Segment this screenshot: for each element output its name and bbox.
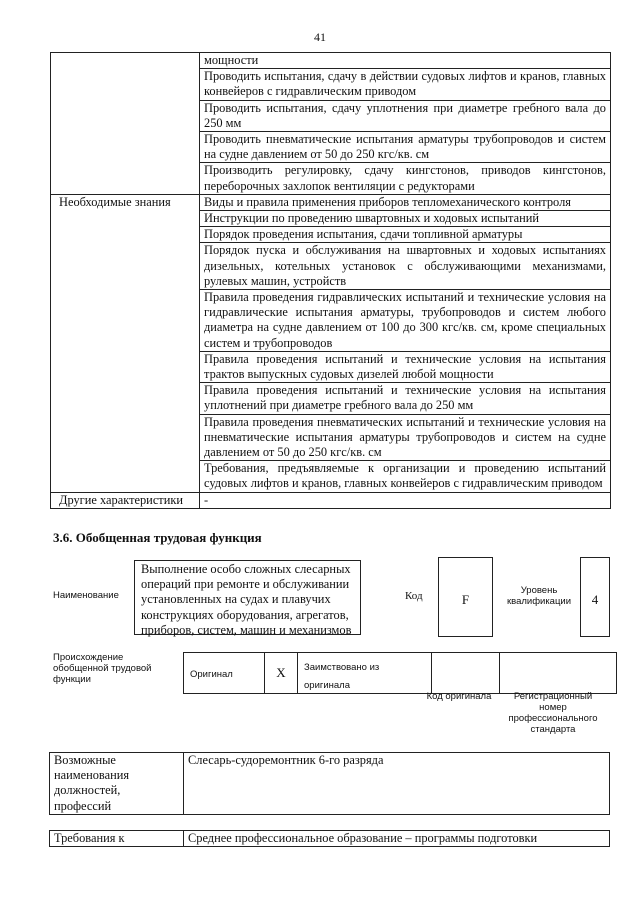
row-text-cell: Проводить испытания, сдачу уплотнения при диаметре гребного вала до 250 мм xyxy=(200,100,611,131)
positions-table xyxy=(49,752,610,815)
row-text-cell: мощности xyxy=(200,53,611,69)
knowledge-skills-table xyxy=(50,52,611,509)
row-text-cell: Порядок пуска и обслуживания на швартовных и ходовых испытаниях дизельных, котельных установок с обслуживающими механизмами, рулевых машин, устройств xyxy=(200,243,611,290)
level-value: 4 xyxy=(591,592,599,607)
row-text-cell: Правила проведения гидравлических испытаний и технические условия на гидравлические испытания арматуры, трубопроводов и систем любого диаметра на судне давлением от 100 до 300 кгс/кв. см, кроме специальных систем и трубопроводов xyxy=(200,290,611,352)
name-label: Наименование xyxy=(53,590,119,601)
code-label: Код xyxy=(405,590,423,602)
borrowed-label: Заимствовано из оригинала xyxy=(304,662,380,691)
reg-number-label: Регистрационный номер профессионального стандарта xyxy=(508,691,598,735)
code-original-cell xyxy=(432,653,500,694)
row-label-cell: Другие характеристики xyxy=(51,492,200,508)
table-row xyxy=(51,194,611,210)
row-text-cell: Порядок проведения испытания, сдачи топливной арматуры xyxy=(200,227,611,243)
requirements-label: Требования к xyxy=(50,831,184,847)
requirements-table xyxy=(49,830,610,847)
row-text-cell: Правила проведения пневматических испытаний и технические условия на пневматические испытания арматуры трубопроводов и систем на судне давлением от 50 до 250 кгс/кв. см xyxy=(200,414,611,461)
level-box xyxy=(580,557,610,637)
section-heading: 3.6. Обобщенная трудовая функция xyxy=(53,530,262,545)
original-mark: X xyxy=(265,653,298,694)
row-text-cell: - xyxy=(200,492,611,508)
origin-label: Происхождение обобщенной трудовой функции xyxy=(53,652,152,685)
code-original-label: Код оригинала xyxy=(426,691,492,702)
row-label-cell xyxy=(51,53,200,195)
origin-table xyxy=(183,652,617,694)
positions-label: Возможные наименования должностей, профессий xyxy=(50,753,184,815)
original-label: Оригинал xyxy=(190,669,233,680)
level-label: Уровень квалификации xyxy=(506,585,572,607)
row-text-cell: Требования, предъявляемые к организации и проведению испытаний судовых лифтов и кранов, главных конвейеров с гидравлическим приводом xyxy=(200,461,611,492)
reg-number-cell xyxy=(500,653,617,694)
code-value: F xyxy=(461,592,470,607)
table-row xyxy=(51,53,611,69)
code-box xyxy=(438,557,493,637)
row-text-cell: Проводить пневматические испытания арматуры трубопроводов и систем на судне давлением от 50 до 250 кгс/кв. см xyxy=(200,132,611,163)
row-text-cell: Инструкции по проведению швартовных и ходовых испытаний xyxy=(200,211,611,227)
requirements-value: Среднее профессиональное образование – программы подготовки xyxy=(184,831,610,847)
row-text-cell: Правила проведения испытаний и технические условия на испытания трактов выпускных судовых дизелей любой мощности xyxy=(200,351,611,382)
borrowed-cell xyxy=(298,653,432,694)
page-number: 41 xyxy=(314,30,326,44)
row-text-cell: Правила проведения испытаний и технические условия на испытания уплотнений при диаметре гребного вала до 250 мм xyxy=(200,383,611,414)
positions-value: Слесарь-судоремонтник 6-го разряда xyxy=(184,753,610,815)
row-text-cell: Виды и правила применения приборов тепломеханического контроля xyxy=(200,194,611,210)
row-text-cell: Производить регулировку, сдачу кингстонов, приводов кингстонов, переборочных захлопок вентиляции с редукторами xyxy=(200,163,611,194)
function-name-box: Выполнение особо сложных слесарных операций при ремонте и обслуживании установленных на судах и плавучих конструкциях оборудования, агрегатов, приборов, систем, машин и механизмов xyxy=(134,560,361,635)
row-label-cell: Необходимые знания xyxy=(51,194,200,492)
original-cell xyxy=(184,653,265,694)
row-text-cell: Проводить испытания, сдачу в действии судовых лифтов и кранов, главных конвейеров с гидравлическим приводом xyxy=(200,69,611,100)
table-row xyxy=(51,492,611,508)
